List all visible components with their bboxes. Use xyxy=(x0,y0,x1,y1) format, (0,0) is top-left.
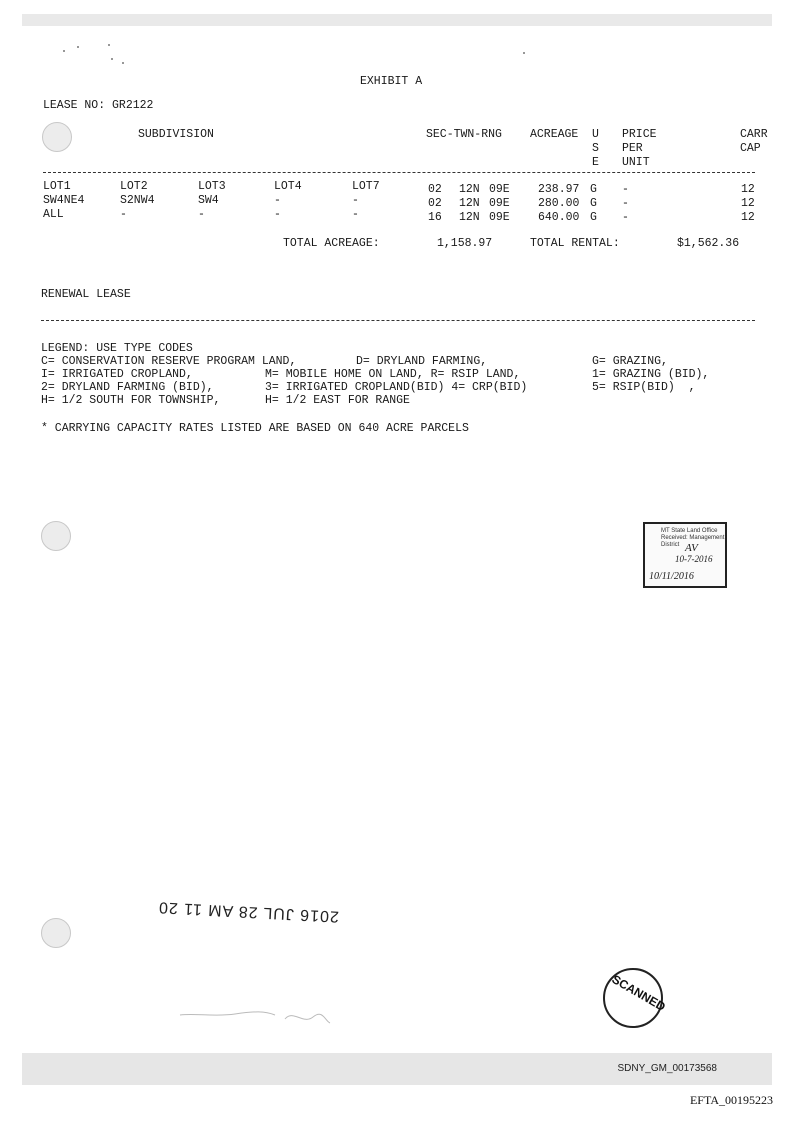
cell-cap: 12 xyxy=(741,183,755,196)
cell-sub: - xyxy=(120,208,127,221)
col-price-3: UNIT xyxy=(622,156,650,169)
legend-item: H= 1/2 SOUTH FOR TOWNSHIP, xyxy=(41,394,221,407)
cell-price: - xyxy=(622,211,629,224)
punch-hole xyxy=(41,918,71,948)
cell-acreage: 238.97 xyxy=(538,183,580,196)
legend-item: C= CONSERVATION RESERVE PROGRAM LAND, xyxy=(41,355,297,368)
received-stamp-date2: 10/11/2016 xyxy=(649,571,694,582)
scanned-stamp-text: SCANNED xyxy=(609,972,668,1014)
lease-number: LEASE NO: GR2122 xyxy=(43,99,154,112)
cell-use: G xyxy=(590,183,597,196)
col-price-1: PRICE xyxy=(622,128,657,141)
faint-signature xyxy=(175,1003,335,1033)
col-sec-twn-rng: SEC-TWN-RNG xyxy=(426,128,502,141)
bates-number-sdny: SDNY_GM_00173568 xyxy=(617,1063,717,1074)
cell-sub: - xyxy=(274,208,281,221)
cell-sub: LOT2 xyxy=(120,180,148,193)
legend-item: H= 1/2 EAST FOR RANGE xyxy=(265,394,410,407)
cell-cap: 12 xyxy=(741,197,755,210)
legend-item: I= IRRIGATED CROPLAND, xyxy=(41,368,193,381)
cell-rng: 09E xyxy=(489,211,510,224)
cell-sub: LOT3 xyxy=(198,180,226,193)
renewal-lease-label: RENEWAL LEASE xyxy=(41,288,131,301)
carrying-capacity-note: * CARRYING CAPACITY RATES LISTED ARE BASED ON 640 ACRE PARCELS xyxy=(41,422,469,435)
cell-sub: - xyxy=(352,194,359,207)
total-rental-label: TOTAL RENTAL: xyxy=(530,237,620,250)
cell-sec: 02 xyxy=(428,183,442,196)
col-carr-2: CAP xyxy=(740,142,761,155)
scan-speck xyxy=(122,62,124,64)
total-acreage-label: TOTAL ACREAGE: xyxy=(283,237,380,250)
received-stamp xyxy=(643,522,727,588)
renewal-divider xyxy=(41,320,755,321)
legend-item: 5= RSIP(BID) , xyxy=(592,381,696,394)
cell-sub: LOT7 xyxy=(352,180,380,193)
cell-sub: SW4 xyxy=(198,194,219,207)
scan-top-band xyxy=(22,14,772,26)
legend-item: 2= DRYLAND FARMING (BID), xyxy=(41,381,214,394)
legend-title: LEGEND: USE TYPE CODES xyxy=(41,342,193,355)
scan-speck xyxy=(523,52,525,54)
cell-cap: 12 xyxy=(741,211,755,224)
cell-use: G xyxy=(590,197,597,210)
punch-hole xyxy=(42,122,72,152)
punch-hole xyxy=(41,521,71,551)
cell-sub: ALL xyxy=(43,208,64,221)
cell-rng: 09E xyxy=(489,183,510,196)
cell-sec: 02 xyxy=(428,197,442,210)
received-stamp-date1: 10-7-2016 xyxy=(675,554,713,564)
col-carr-1: CARR xyxy=(740,128,768,141)
cell-twn: 12N xyxy=(459,183,480,196)
exhibit-title: EXHIBIT A xyxy=(360,75,423,88)
legend-item: 3= IRRIGATED CROPLAND(BID) 4= CRP(BID) xyxy=(265,381,528,394)
bates-number-efta: EFTA_00195223 xyxy=(689,1093,773,1107)
cell-rng: 09E xyxy=(489,197,510,210)
scan-speck xyxy=(63,50,65,52)
scan-footer-band xyxy=(22,1053,772,1085)
cell-sub: LOT1 xyxy=(43,180,71,193)
cell-price: - xyxy=(622,197,629,210)
received-stamp-initials: AV xyxy=(685,542,698,554)
col-acreage: ACREAGE xyxy=(530,128,579,141)
col-subdivision: SUBDIVISION xyxy=(138,128,214,141)
cell-sub: LOT4 xyxy=(274,180,302,193)
scan-speck xyxy=(77,46,79,48)
cell-sub: S2NW4 xyxy=(120,194,155,207)
col-use-2: S xyxy=(592,142,599,155)
legend-item: M= MOBILE HOME ON LAND, R= RSIP LAND, xyxy=(265,368,521,381)
datetime-stamp: 2016 JUL 28 AM 11 20 xyxy=(157,898,340,925)
cell-twn: 12N xyxy=(459,211,480,224)
legend-item: D= DRYLAND FARMING, xyxy=(356,355,488,368)
total-rental-value: $1,562.36 xyxy=(677,237,740,250)
header-divider xyxy=(43,172,755,173)
cell-sub: SW4NE4 xyxy=(43,194,85,207)
col-use-3: E xyxy=(592,156,599,169)
cell-sec: 16 xyxy=(428,211,442,224)
cell-twn: 12N xyxy=(459,197,480,210)
cell-use: G xyxy=(590,211,597,224)
cell-sub: - xyxy=(274,194,281,207)
cell-acreage: 280.00 xyxy=(538,197,580,210)
scan-speck xyxy=(111,58,113,60)
legend-item: 1= GRAZING (BID), xyxy=(592,368,710,381)
legend-item: G= GRAZING, xyxy=(592,355,668,368)
cell-sub: - xyxy=(198,208,205,221)
cell-sub: - xyxy=(352,208,359,221)
cell-acreage: 640.00 xyxy=(538,211,580,224)
col-use-1: U xyxy=(592,128,599,141)
received-stamp-header: MT State Land Office Received: Management District xyxy=(661,528,725,548)
cell-price: - xyxy=(622,183,629,196)
total-acreage-value: 1,158.97 xyxy=(437,237,493,250)
scan-speck xyxy=(108,44,110,46)
scanned-stamp xyxy=(603,968,668,1028)
col-price-2: PER xyxy=(622,142,643,155)
